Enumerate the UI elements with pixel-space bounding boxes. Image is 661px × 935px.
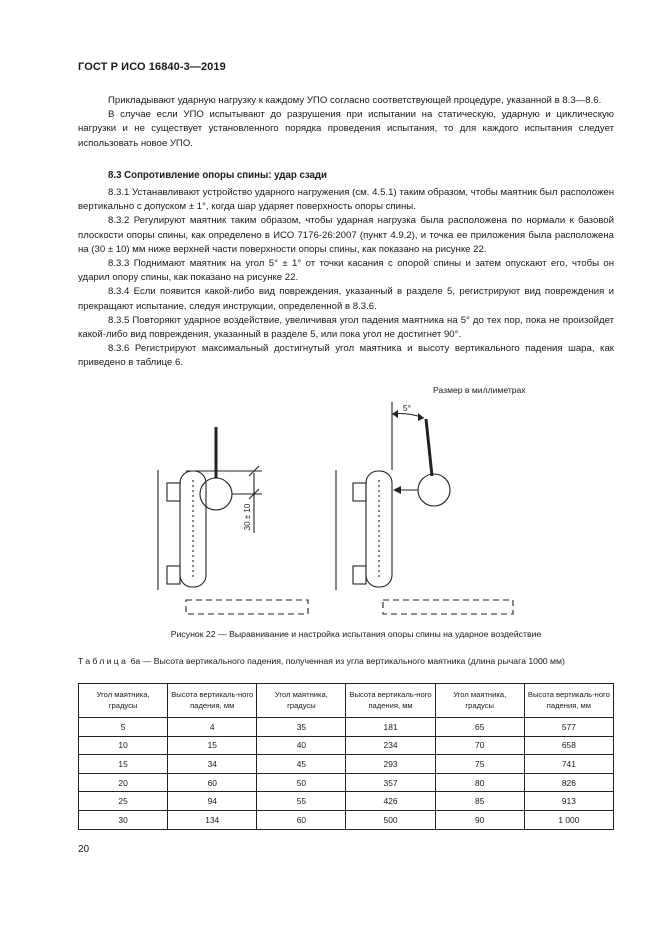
table-cell: 60 — [257, 810, 346, 829]
left-setup — [158, 427, 308, 614]
step-paragraph: 8.3.2 Регулируют маятник таким образом, чтобы ударная нагрузка была расположена по нормали к базовой плоскости опоры спины, как определено в ИСО 7176-26:2007 (пункт 4.9.2), и точка ее приложения была расположена на (30 ± 10) мм ниже верхней части поверхности опоры спины, как показано на рисунке 22. — [78, 215, 614, 255]
table-cell: 20 — [79, 773, 168, 792]
table-row — [79, 718, 614, 737]
left-base-plate — [186, 600, 308, 614]
dimension-label: 30 ± 10 — [243, 503, 252, 531]
angle-label: 5° — [402, 403, 412, 413]
section-title: 8.3 Сопротивление опоры спины: удар сзади — [108, 170, 328, 181]
table-header-cell: Угол маятника, градусы — [435, 684, 524, 718]
table-header-cell: Угол маятника, градусы — [79, 684, 168, 718]
procedure-steps — [78, 186, 614, 371]
intro-text — [78, 94, 614, 151]
table-cell: 60 — [168, 773, 257, 792]
table-cell: 34 — [168, 755, 257, 774]
document-header: ГОСТ Р ИСО 16840-3—2019 — [78, 61, 226, 73]
left-upper-bracket — [167, 483, 180, 501]
table-cell: 658 — [524, 736, 613, 755]
table-header-cell: Высота вертикаль-ного падения, мм — [524, 684, 613, 718]
right-pendulum-arm — [426, 419, 432, 476]
table-cell: 35 — [257, 718, 346, 737]
table-cell: 15 — [79, 755, 168, 774]
table-cell: 85 — [435, 792, 524, 811]
table-cell: 50 — [257, 773, 346, 792]
figure-caption: Рисунок 22 — Выравнивание и настройка испытания опоры спины на ударное воздействие — [170, 629, 542, 639]
left-back-support — [180, 471, 206, 587]
table-header-row — [79, 684, 614, 718]
table-caption — [78, 655, 614, 667]
table-cell: 15 — [168, 736, 257, 755]
table-cell: 80 — [435, 773, 524, 792]
step-paragraph: 8.3.5 Повторяют ударное воздействие, увеличивая угол падения маятника на 5° до тех пор, пока не произойдет какой-либо вид повреждения, указанный в разделе 5, или пока угол не достигнет 90°. — [78, 314, 614, 341]
figure-22-diagram — [0, 392, 661, 624]
right-pendulum-ball — [418, 474, 450, 506]
table-cell: 55 — [257, 792, 346, 811]
angle-arrowhead-right — [418, 413, 424, 421]
table-row — [79, 755, 614, 774]
table-cell: 30 — [79, 810, 168, 829]
table-cell: 741 — [524, 755, 613, 774]
table-cell: 500 — [346, 810, 435, 829]
step-paragraph: 8.3.3 Поднимают маятник на угол 5° ± 1° от точки касания с опорой спины и затем опускают его, чтобы он ударил опору спины, как показано на рисунке 22. — [78, 258, 614, 284]
table-cell: 913 — [524, 792, 613, 811]
step-paragraph: 8.3.6 Регистрируют максимальный достигнутый угол маятника и высоту вертикального падения шара, как приведено в таблице 6. — [78, 343, 614, 369]
table-cell: 45 — [257, 755, 346, 774]
drop-height-table — [78, 683, 614, 830]
intro-paragraph: В случае если УПО испытывают до разрушения при испытании на статическую, ударную и циклическую нагрузки и не существует установленного порядка проведения испытания, то для каждого испытания следует использовать новое УПО. — [78, 109, 614, 149]
table-cell: 75 — [435, 755, 524, 774]
table-cell: 826 — [524, 773, 613, 792]
table-caption-prefix: Таблица — [78, 656, 129, 666]
left-lower-bracket — [167, 566, 180, 584]
right-back-support — [366, 471, 392, 587]
table-row — [79, 792, 614, 811]
table-cell: 65 — [435, 718, 524, 737]
table-row — [79, 773, 614, 792]
left-pendulum-ball — [200, 478, 232, 510]
table-cell: 10 — [79, 736, 168, 755]
table-cell: 1 000 — [524, 810, 613, 829]
table-cell: 94 — [168, 792, 257, 811]
right-upper-bracket — [353, 483, 366, 501]
table-cell: 234 — [346, 736, 435, 755]
table-cell: 5 — [79, 718, 168, 737]
table-cell: 181 — [346, 718, 435, 737]
table-row — [79, 810, 614, 829]
table-cell: 293 — [346, 755, 435, 774]
table-cell: 426 — [346, 792, 435, 811]
table-header-cell: Угол маятника, градусы — [257, 684, 346, 718]
table-caption-text: 6а — Высота вертикального падения, полученная из угла вертикального маятника (длина рычага 1000 мм) — [128, 656, 565, 666]
right-base-plate — [383, 600, 513, 614]
table-header-cell: Высота вертикаль-ного падения, мм — [346, 684, 435, 718]
table-cell: 90 — [435, 810, 524, 829]
table-cell: 25 — [79, 792, 168, 811]
impact-arrowhead — [393, 486, 401, 494]
table-cell: 4 — [168, 718, 257, 737]
page-number: 20 — [78, 844, 90, 855]
angle-arrowhead-left — [392, 410, 398, 418]
table-cell: 357 — [346, 773, 435, 792]
table-cell: 40 — [257, 736, 346, 755]
right-lower-bracket — [353, 566, 366, 584]
table-cell: 134 — [168, 810, 257, 829]
table-cell: 577 — [524, 718, 613, 737]
step-paragraph: 8.3.1 Устанавливают устройство ударного нагружения (см. 4.5.1) таким образом, чтобы маятник был расположен вертикально с допуском ± 1°, когда шар ударяет поверхность опоры спины. — [78, 187, 614, 213]
step-paragraph: 8.3.4 Если появится какой-либо вид повреждения, указанный в разделе 5, регистрируют вид повреждения и прекращают испытание, следуя инструкции, определенной в 8.3.6. — [78, 286, 614, 312]
table-cell: 70 — [435, 736, 524, 755]
intro-paragraph: Прикладывают ударную нагрузку к каждому УПО согласно соответствующей процедуре, указанной в 8.3—8.6. — [108, 95, 602, 106]
table-header-cell: Высота вертикаль-ного падения, мм — [168, 684, 257, 718]
table-row — [79, 736, 614, 755]
right-setup — [336, 402, 513, 614]
units-note: Размер в миллиметрах — [433, 385, 526, 395]
